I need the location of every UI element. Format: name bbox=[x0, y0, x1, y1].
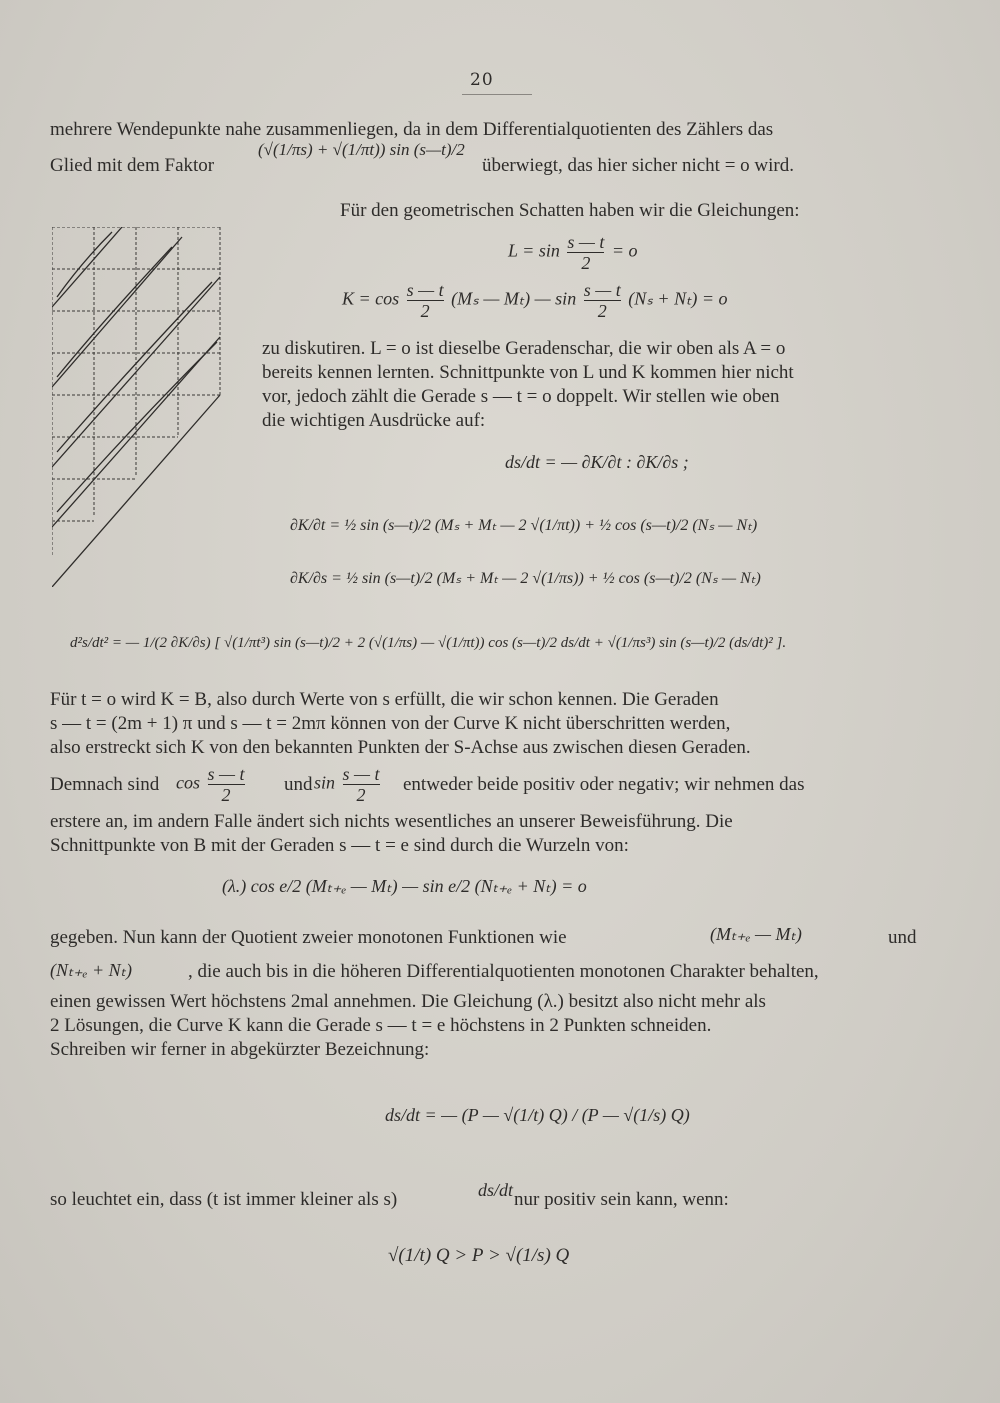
equation-dKdt: ∂K/∂t = ½ sin (s—t)/2 (Mₛ + Mₜ — 2 √(1/πt)) + ½ cos (s—t)/2 (Nₛ — Nₜ) bbox=[290, 517, 758, 534]
equation-inequality: √(1/t) Q > P > √(1/s) Q bbox=[388, 1245, 570, 1266]
text-para-12a: so leuchtet ein, dass (t ist immer kleiner als s) bbox=[50, 1189, 398, 1210]
text-para-4a: Demnach sind bbox=[50, 774, 160, 795]
equation-L: L = sin $\frac{s — t}{2}$ = o bbox=[508, 232, 638, 273]
text-para-11: Schreiben wir ferner in abgekürzter Bezeichnung: bbox=[50, 1039, 430, 1060]
text-line-4: zu diskutiren. L = o ist dieselbe Geradenschar, die wir oben als A = o bbox=[262, 338, 786, 359]
page-number-rule bbox=[462, 94, 532, 95]
text-line-7: die wichtigen Ausdrücke auf: bbox=[262, 410, 486, 431]
text-para-12b: nur positiv sein kann, wenn: bbox=[514, 1189, 729, 1210]
equation-lambda: (λ.) cos e/2 (Mₜ₊ₑ — Mₜ) — sin e/2 (Nₜ₊ₑ + Nₜ) = o bbox=[222, 876, 587, 896]
text-para-1: Für t = o wird K = B, also durch Werte von s erfüllt, die wir schon kennen. Die Geraden bbox=[50, 689, 719, 710]
text-para-8: , die auch bis in die höheren Differentialquotienten monotonen Charakter behalten, bbox=[188, 961, 819, 982]
equation-dKds: ∂K/∂s = ½ sin (s—t)/2 (Mₛ + Mₜ — 2 √(1/πs)) + ½ cos (s—t)/2 (Nₛ — Nₜ) bbox=[290, 570, 761, 587]
equation-d2s: d²s/dt² = — 1/(2 ∂K/∂s) [ √(1/πt³) sin (s—t)/2 + 2 (√(1/πs) — √(1/πt)) cos (s—t)/2 ds/dt + √(1/πs³) sin (s—t)/2 (ds/dt)² ]. bbox=[70, 635, 787, 651]
equation-M-diff: (Mₜ₊ₑ — Mₜ) bbox=[710, 924, 802, 944]
text-para-7b: und bbox=[888, 927, 917, 948]
text-line-1: mehrere Wendepunkte nahe zusammenliegen, da in dem Differentialquotienten des Zählers das bbox=[50, 119, 774, 140]
equation-N-sum: (Nₜ₊ₑ + Nₜ) bbox=[50, 960, 132, 980]
text-line-6: vor, jedoch zählt die Gerade s — t = o doppelt. Wir stellen wie oben bbox=[262, 386, 780, 407]
text-line-2a: Glied mit dem Faktor bbox=[50, 155, 215, 176]
text-line-5: bereits kennen lernten. Schnittpunkte von L und K kommen hier nicht bbox=[262, 362, 794, 383]
equation-K: K = cos $\frac{s — t}{2}$ (Mₛ — Mₜ) — sin $\frac{s — t}{2}$ (Nₛ + Nₜ) = o bbox=[342, 280, 728, 321]
text-para-6: Schnittpunkte von B mit der Geraden s — t = e sind durch die Wurzeln von: bbox=[50, 835, 629, 856]
page-number: 20 bbox=[470, 70, 494, 90]
equation-dsdt-PQ: ds/dt = — (P — √(1/t) Q) / (P — √(1/s) Q) bbox=[385, 1105, 690, 1125]
equation-sin-frac: sin $\frac{s — t}{2}$ bbox=[314, 764, 380, 805]
line-grid-diagram bbox=[52, 227, 222, 587]
text-para-2: s — t = (2m + 1) π und s — t = 2mπ können von der Curve K nicht überschritten werden, bbox=[50, 713, 731, 734]
equation-dsdt-small: ds/dt bbox=[478, 1180, 514, 1200]
equation-glied: (√(1/πs) + √(1/πt)) sin (s—t)/2 bbox=[258, 140, 465, 159]
text-para-10: 2 Lösungen, die Curve K kann die Gerade s — t = e höchstens in 2 Punkten schneiden. bbox=[50, 1015, 712, 1036]
equation-cos-frac: cos $\frac{s — t}{2}$ bbox=[176, 764, 245, 805]
text-para-4b: und bbox=[284, 774, 313, 795]
text-para-7: gegeben. Nun kann der Quotient zweier monotonen Funktionen wie bbox=[50, 927, 567, 948]
equation-dsdt: ds/dt = — ∂K/∂t : ∂K/∂s ; bbox=[505, 452, 689, 472]
text-para-9: einen gewissen Wert höchstens 2mal annehmen. Die Gleichung (λ.) besitzt also nicht mehr als bbox=[50, 991, 766, 1012]
text-para-4c: entweder beide positiv oder negativ; wir nehmen das bbox=[403, 774, 805, 795]
text-para-3: also erstreckt sich K von den bekannten Punkten der S-Achse aus zwischen diesen Geraden. bbox=[50, 737, 751, 758]
text-line-3: Für den geometrischen Schatten haben wir die Gleichungen: bbox=[340, 200, 800, 221]
text-para-5: erstere an, im andern Falle ändert sich nichts wesentliches an unserer Beweisführung. Die bbox=[50, 811, 733, 832]
text-line-2b: überwiegt, das hier sicher nicht = o wird. bbox=[482, 155, 794, 176]
